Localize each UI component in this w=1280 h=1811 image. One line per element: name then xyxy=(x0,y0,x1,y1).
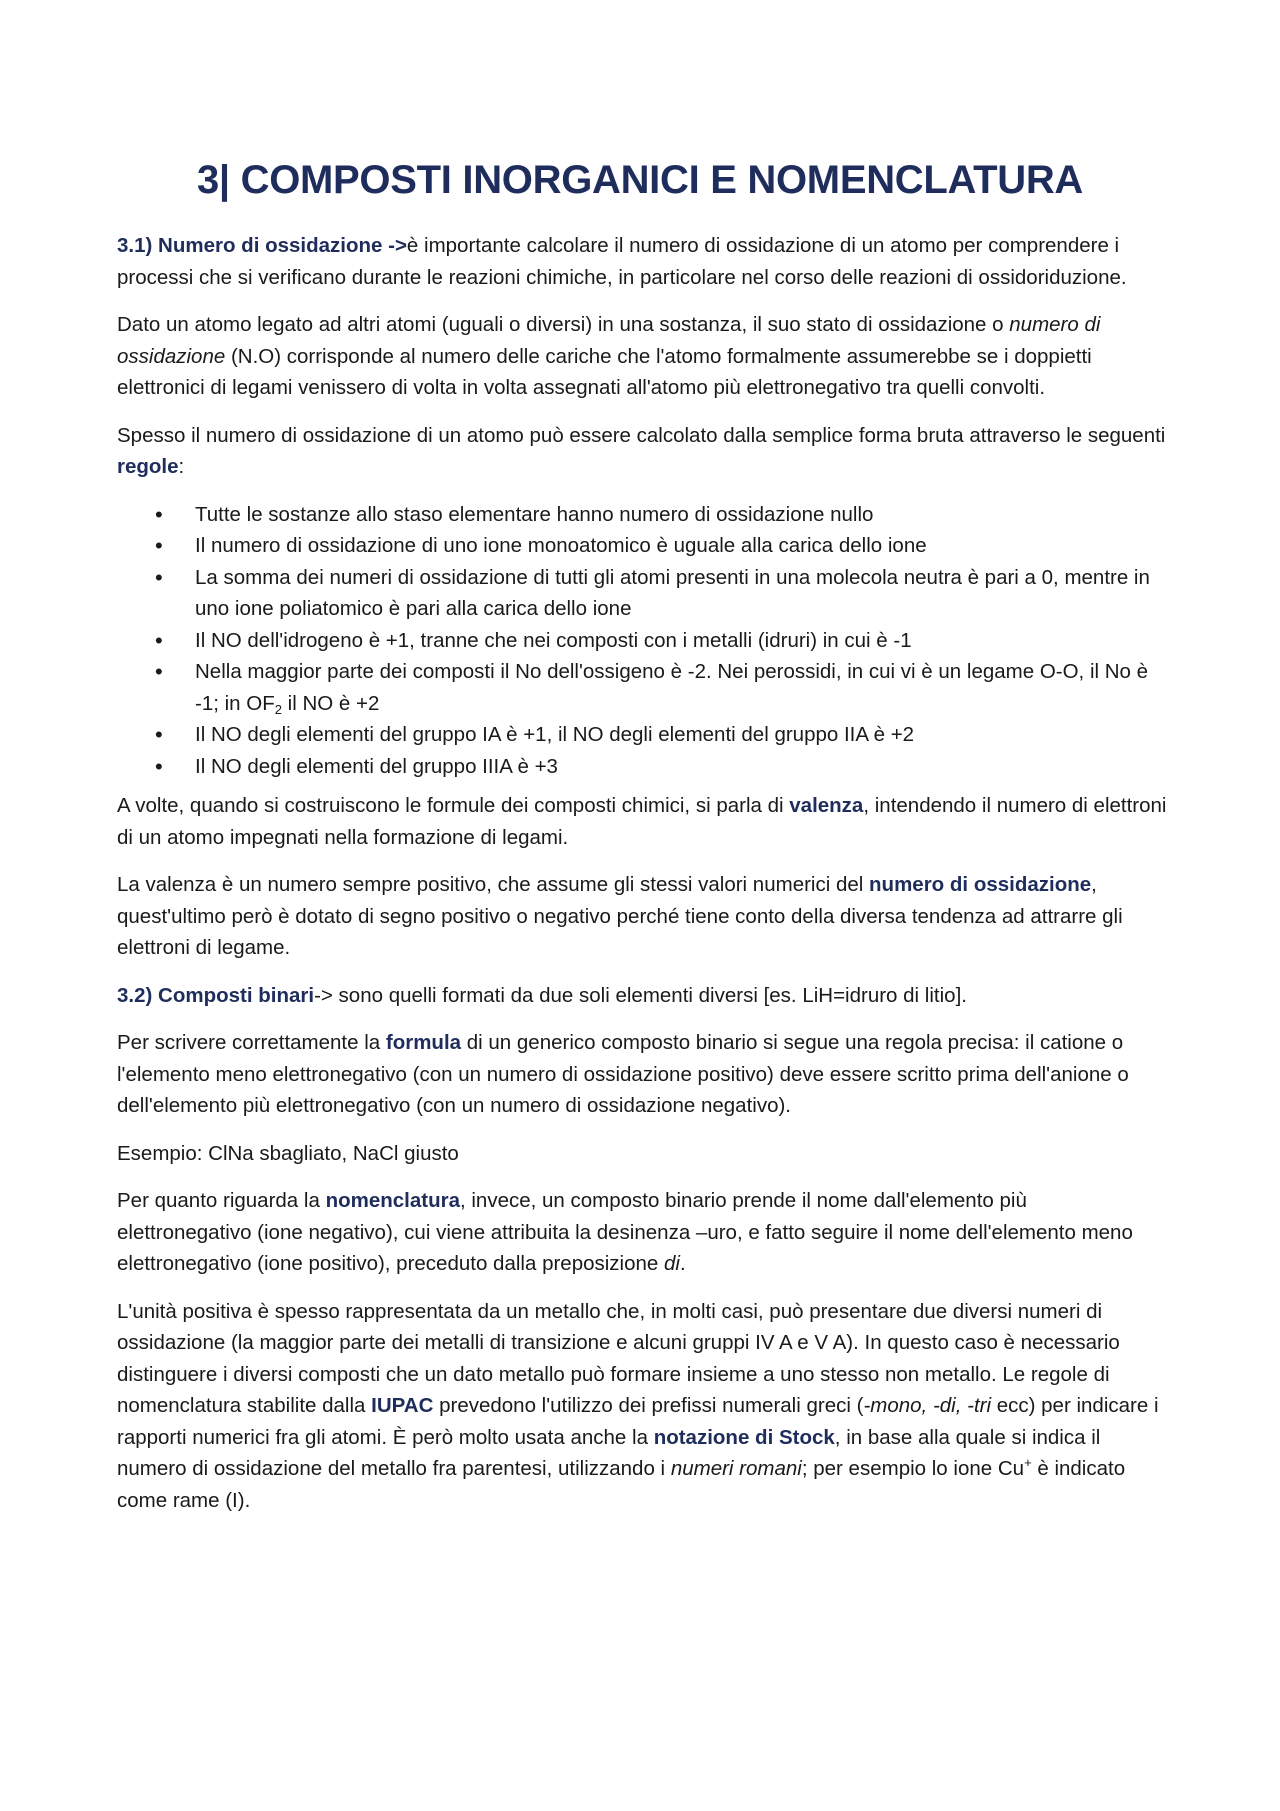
italic-term: -mono, -di, -tri xyxy=(863,1394,992,1417)
text-run: , in base alla quale si indica il numero di ossidazione del metallo fra parentesi, utilizzando i xyxy=(117,1425,1101,1480)
list-item: • Tutte le sostanze allo staso elementare hanno numero di ossidazione nullo xyxy=(117,499,1167,531)
text-run: prevedono l'utilizzo dei prefissi numerali greci ( xyxy=(433,1394,864,1417)
text-run: , intendendo il numero di elettroni di un atomo impegnati nella formazione di legami. xyxy=(117,794,1167,849)
stock-notation-paragraph xyxy=(117,1296,1167,1517)
text-run: Nella maggior parte dei composti il No dell'ossigeno è -2. Nei perossidi, in cui vi è un legame O-O, il No è -1; in OF xyxy=(195,660,1149,715)
section-3-1-heading: 3.1) Numero di ossidazione -> xyxy=(117,234,407,257)
text-run: Per quanto riguarda la xyxy=(117,1189,326,1212)
page-title: 3| COMPOSTI INORGANICI E NOMENCLATURA xyxy=(196,158,1084,202)
valence-paragraph xyxy=(117,790,1167,853)
formula-paragraph xyxy=(117,1027,1167,1122)
text-run: . xyxy=(679,1252,686,1275)
text-run: , invece, un composto binario prende il nome dall'elemento più elettronegativo (ione negativo), cui viene attribuita la desinenza –uro, e fatto seguire il nome dell'elemento meno elettronegativo (ione positivo), preceduto dalla preposizione xyxy=(117,1189,1133,1275)
section-3-2-text: -> sono quelli formati da due soli elementi diversi [es. LiH=idruro di litio]. xyxy=(314,983,967,1007)
example-paragraph: Esempio: ClNa sbagliato, NaCl giusto xyxy=(117,1141,459,1165)
highlight-term: nomenclatura xyxy=(325,1189,460,1212)
italic-term: numero di ossidazione xyxy=(117,313,1101,368)
subscript: 2 xyxy=(274,701,282,717)
text-run: A volte, quando si costruiscono le formule dei composti chimici, si parla di xyxy=(117,794,790,817)
list-item: • Il NO degli elementi del gruppo IIIA è +3 xyxy=(117,751,1167,783)
highlight-term: regole xyxy=(117,455,179,478)
oxidation-definition-paragraph xyxy=(117,309,1167,404)
text-run: L'unità positiva è spesso rappresentata da un metallo che, in molti casi, può presentare due diversi numeri di ossidazione (la maggior parte dei metalli di transizione e alcuni gruppi IV A e V A). In questo caso è necessario distinguere i diversi composti che un dato metallo può formare insieme a uno stesso non metallo. Le regole di nomenclatura stabilite dalla xyxy=(117,1299,1120,1417)
list-item: • La somma dei numeri di ossidazione di tutti gli atomi presenti in una molecola neutra è pari a 0, mentre in uno ione poliatomico è pari alla carica dello ione xyxy=(117,562,1167,625)
text-run: Spesso il numero di ossidazione di un atomo può essere calcolato dalla semplice forma bruta attraverso le seguenti xyxy=(117,423,1166,447)
text-run: (N.O) corrisponde al numero delle cariche che l'atomo formalmente assumerebbe se i doppietti elettronici di legami venissero di volta in volta assegnati all'atomo più elettronegativo tra quelli convolti. xyxy=(117,344,1092,399)
valence-vs-oxidation-paragraph xyxy=(117,869,1167,964)
list-item xyxy=(117,656,1167,719)
list-item: • Il numero di ossidazione di uno ione monoatomico è uguale alla carica dello ione xyxy=(117,530,1167,562)
text-run: Per scrivere correttamente la xyxy=(117,1031,386,1054)
section-3-2-paragraph xyxy=(117,980,1167,1012)
rules-list xyxy=(117,499,1167,783)
text-run: il NO è +2 xyxy=(281,691,380,715)
highlight-term: IUPAC xyxy=(371,1394,434,1417)
text-run: di un generico composto binario si segue una regola precisa: il catione o l'elemento meno elettronegativo (con un numero di ossidazione positivo) deve essere scritto prima dell'anione o dell'elemento più elettronegativo (con un numero di ossidazione negativo). xyxy=(117,1031,1129,1117)
section-3-1-paragraph xyxy=(117,230,1167,293)
text-run: : xyxy=(178,455,185,478)
nomenclature-paragraph xyxy=(117,1185,1167,1280)
superscript: + xyxy=(1024,1455,1032,1470)
text-run: ; per esempio lo ione Cu xyxy=(801,1457,1025,1480)
italic-term: di xyxy=(664,1252,680,1275)
list-item: • Il NO dell'idrogeno è +1, tranne che nei composti con i metalli (idruri) in cui è -1 xyxy=(117,625,1167,657)
list-item: • Il NO degli elementi del gruppo IA è +1, il NO degli elementi del gruppo IIA è +2 xyxy=(117,719,1167,751)
highlight-term: formula xyxy=(385,1031,462,1054)
highlight-term: notazione di Stock xyxy=(653,1425,835,1449)
document-body xyxy=(117,230,1167,1532)
text-run: , quest'ultimo però è dotato di segno positivo o negativo perché tiene conto della diversa tendenza ad attrarre gli elettroni di legame. xyxy=(117,873,1123,959)
italic-term: numeri romani xyxy=(670,1457,802,1480)
text-run: ecc) per indicare i rapporti numerici fra gli atomi. È però molto usata anche la xyxy=(117,1394,1159,1449)
section-3-2-heading: 3.2) Composti binari xyxy=(117,983,315,1007)
text-run: La valenza è un numero sempre positivo, che assume gli stessi valori numerici del xyxy=(117,873,870,896)
highlight-term: numero di ossidazione xyxy=(869,873,1092,896)
section-3-1-text: è importante calcolare il numero di ossidazione di un atomo per comprendere i processi che si verificano durante le reazioni chimiche, in particolare nel corso delle reazioni di ossidoriduzione. xyxy=(117,234,1127,289)
text-run: Dato un atomo legato ad altri atomi (uguali o diversi) in una sostanza, il suo stato di ossidazione o xyxy=(117,313,1010,336)
rules-intro-paragraph xyxy=(117,420,1167,483)
text-run: è indicato come rame (I). xyxy=(117,1457,1126,1512)
highlight-term: valenza xyxy=(789,794,864,817)
